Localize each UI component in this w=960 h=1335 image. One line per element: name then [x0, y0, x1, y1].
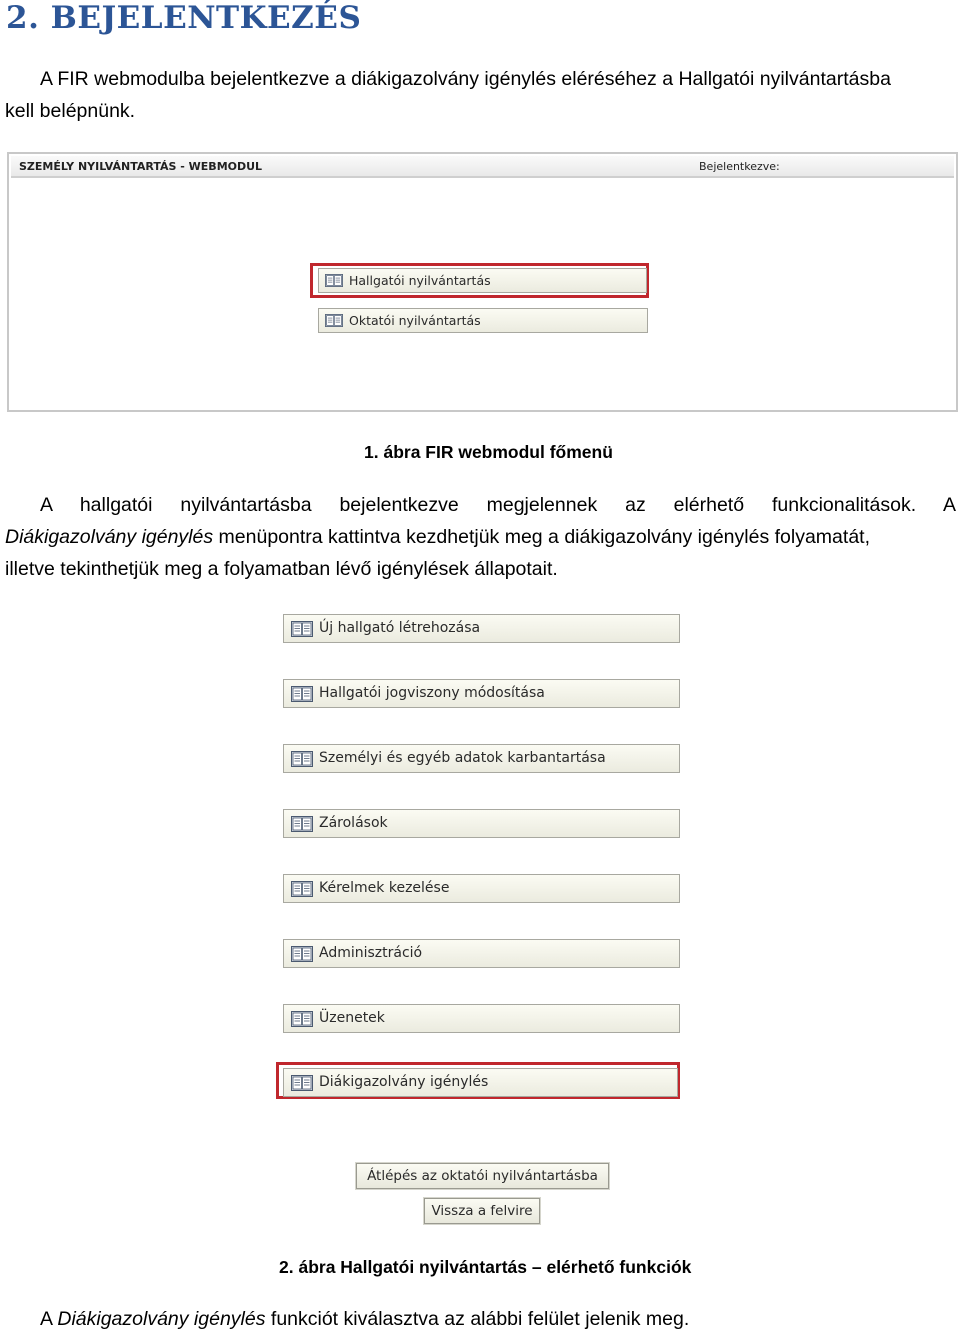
book-icon	[291, 816, 313, 832]
menu-zarolasok[interactable]	[283, 809, 680, 838]
book-icon	[325, 314, 343, 327]
menu-label: Zárolások	[319, 815, 388, 831]
para2-line-2	[5, 521, 870, 553]
emphasis-term: Diákigazolvány igénylés	[5, 526, 214, 548]
intro-line-2: kell belépnünk.	[5, 100, 136, 122]
closing-rest: funkciót kiválasztva az alábbi felület jelenik meg.	[265, 1308, 690, 1330]
menu-hallgatoi-nyilvantartas[interactable]	[318, 268, 647, 293]
switch-to-oktatoi-button[interactable]: Átlépés az oktatói nyilvántartásba	[356, 1163, 609, 1189]
book-icon	[291, 946, 313, 962]
figure-2-caption: 2. ábra Hallgatói nyilvántartás – elérhető funkciók	[279, 1257, 692, 1277]
menu-label: Hallgatói jogviszony módosítása	[319, 685, 545, 701]
menu-label: Hallgatói nyilvántartás	[349, 273, 491, 288]
emphasis-term: Diákigazolvány igénylés	[57, 1308, 266, 1330]
closing-paragraph	[40, 1303, 689, 1335]
book-icon	[291, 1075, 313, 1091]
book-icon	[325, 274, 343, 287]
menu-kerelmek-kezelese[interactable]	[283, 874, 680, 903]
menu-label: Adminisztráció	[319, 945, 423, 961]
menu-oktatoi-nyilvantartas[interactable]	[318, 308, 648, 333]
login-status: Bejelentkezve:	[699, 160, 780, 173]
menu-label: Diákigazolvány igénylés	[319, 1074, 489, 1090]
menu-label: Személyi és egyéb adatok karbantartása	[319, 750, 606, 766]
para2-line-3: illetve tekinthetjük meg a folyamatban lévő igénylések állapotait.	[5, 558, 558, 580]
para2-line-2-rest: menüpontra kattintva kezdhetjük meg a diákigazolvány igénylés folyamatát,	[213, 526, 870, 548]
figure-1-caption: 1. ábra FIR webmodul főmenü	[364, 442, 613, 462]
menu-uzenetek[interactable]	[283, 1004, 680, 1033]
para2-line-1: A hallgatói nyilvántartásba bejelentkezve megjelennek az elérhető funkcionalitások. A	[40, 494, 956, 516]
menu-diakigazolvany-igenyles[interactable]	[283, 1068, 678, 1097]
window-title: SZEMÉLY NYILVÁNTARTÁS - WEBMODUL	[19, 160, 263, 173]
intro-line-1: A FIR webmodulba bejelentkezve a diákigazolvány igénylés eléréséhez a Hallgatói nyilvántartásba	[40, 68, 891, 90]
menu-label: Oktatói nyilvántartás	[349, 313, 481, 328]
menu-label: Üzenetek	[319, 1010, 385, 1026]
book-icon	[291, 686, 313, 702]
back-to-felvi-button[interactable]: Vissza a felvire	[424, 1198, 540, 1224]
menu-szemelyi-adatok[interactable]	[283, 744, 680, 773]
menu-adminisztracio[interactable]	[283, 939, 680, 968]
menu-jogviszony-modositasa[interactable]	[283, 679, 680, 708]
book-icon	[291, 881, 313, 897]
menu-label: Új hallgató létrehozása	[319, 620, 481, 636]
book-icon	[291, 621, 313, 637]
section-heading: 2. BEJELENTKEZÉS	[6, 0, 362, 36]
closing-prefix: A	[40, 1308, 58, 1330]
menu-label: Kérelmek kezelése	[319, 880, 450, 896]
menu-uj-hallgato[interactable]	[283, 614, 680, 643]
window-title-bar	[11, 156, 954, 178]
book-icon	[291, 751, 313, 767]
book-icon	[291, 1011, 313, 1027]
